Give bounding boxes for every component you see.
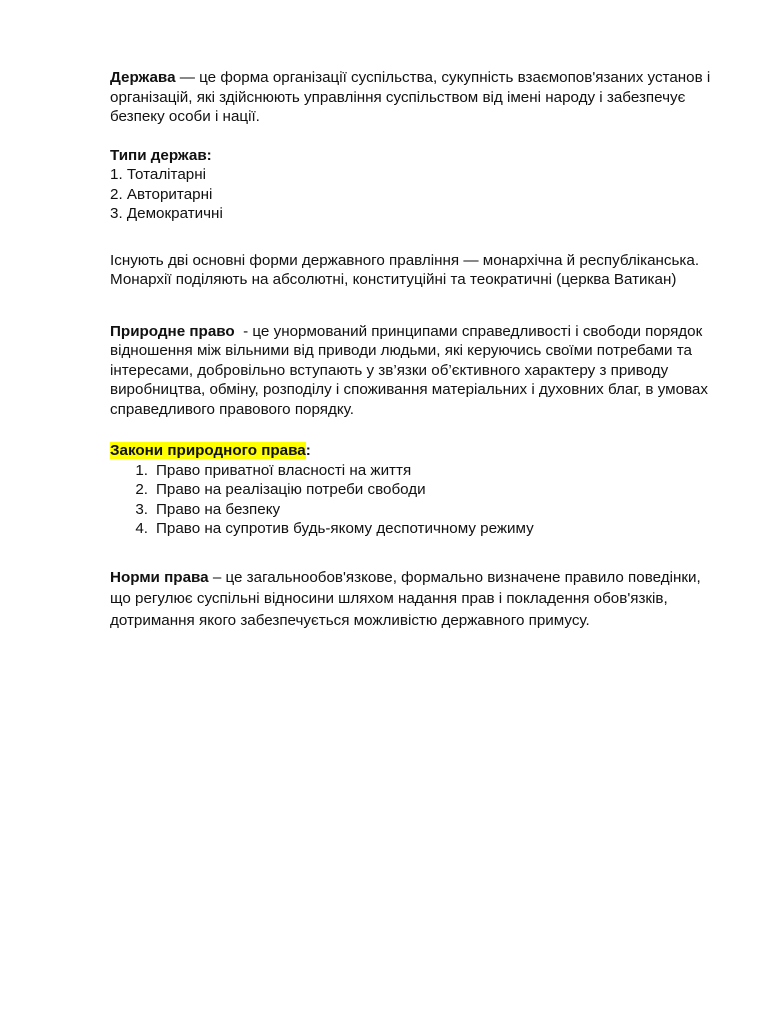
- natural-law-paragraph: [110, 322, 718, 420]
- highlighted-heading-text: Закони природного права: [110, 442, 306, 459]
- state-type-item: 1. Тоталітарні: [110, 166, 206, 183]
- natural-laws-list: [110, 461, 718, 539]
- state-type-item: 2. Авторитарні: [110, 185, 213, 203]
- governance-line: Монархії поділяють на абсолютні, конституційні та теократичні (церква Ватикан): [110, 271, 677, 288]
- list-number: 2.: [135, 481, 148, 498]
- list-item-text: Право на реалізацію потреби свободи: [156, 481, 426, 498]
- list-number: 1.: [135, 461, 148, 479]
- state-definition-paragraph: [110, 68, 718, 127]
- governance-line: Існують дві основні форми державного правління — монархічна й республіканська.: [110, 251, 700, 269]
- state-types-heading: Типи держав:: [110, 146, 212, 164]
- list-item-text: Право на супротив будь-якому деспотичному режиму: [156, 520, 534, 537]
- list-number: 4.: [135, 520, 148, 537]
- heading-colon: :: [305, 442, 311, 459]
- state-type-item: 3. Демократичні: [110, 205, 223, 222]
- natural-law-definition: - це унормований принципами справедливості і свободи порядок відношення між вільними від приводи людьми, які керуючись своїми потребами та інтересами, добровільно вступають у зв’язки об’єктивного характеру з приводу виробництва, обміну, розподілу і споживання матеріальних і духовних благ, в умовах справедливого правового порядку.: [110, 322, 713, 418]
- legal-norms-definition: – це загальнообов'язкове, формально визначене правило поведінки, що регулює суспільні відносини шляхом надання прав і покладення обов'язків, дотримання якого забезпечується можливістю державного примусу.: [110, 568, 701, 629]
- state-definition-text: — це форма організації суспільства, сукупність взаємопов'язаних установ і організацій, які здійснюють управління суспільством від імені народу і забезпечує безпеку особи і нації.: [110, 69, 711, 125]
- natural-laws-heading: [110, 441, 718, 461]
- list-item: [110, 500, 718, 520]
- list-number: 3.: [135, 500, 148, 518]
- list-item: [110, 480, 718, 500]
- document-page: [110, 68, 718, 631]
- legal-norms-term: Норми права: [110, 568, 209, 586]
- list-item: [110, 519, 718, 539]
- natural-law-term: Природне право: [110, 322, 235, 340]
- list-item-text: Право на безпеку: [156, 500, 281, 518]
- state-term: Держава: [110, 69, 176, 86]
- list-item-text: Право приватної власності на життя: [156, 461, 412, 479]
- list-item: [110, 461, 718, 481]
- legal-norms-paragraph: [110, 567, 718, 632]
